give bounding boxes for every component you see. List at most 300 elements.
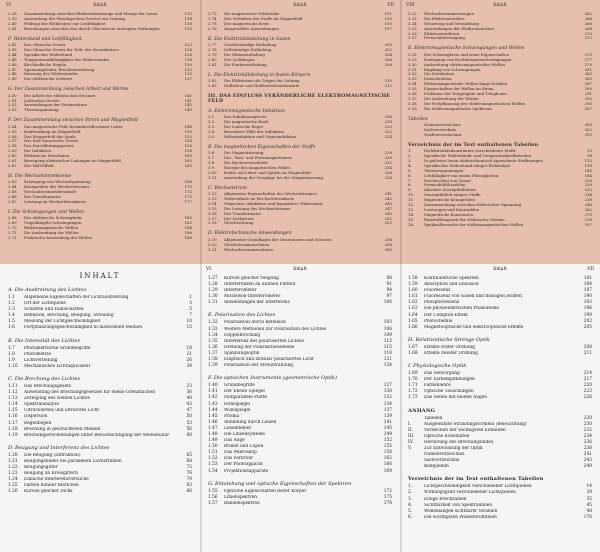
entry-title: Absorption und Emission: [424, 282, 479, 288]
entry-title: Quellenverzeichnis: [424, 132, 462, 137]
entry-title: Der Photoapparat: [224, 462, 263, 468]
entry-number: 11.: [408, 197, 415, 203]
entry-title: Anwendungen der Interferenz: [224, 300, 290, 306]
toc-entry: [8, 364, 192, 370]
section-heading: III. DAS EINFLUSS VERÄNDERLICHE ELEKTROMAGNETISCHE FELD: [208, 92, 391, 104]
entry-page: 281: [584, 66, 592, 72]
entry-title: Temperaturabhängigkeit des Widerstandes: [24, 57, 110, 62]
entry-page: 230: [583, 421, 592, 427]
page-number: VII: [587, 267, 594, 272]
toc-entry: [408, 515, 592, 521]
entry-page: 258: [384, 241, 392, 247]
entry-number: 5.: [408, 508, 413, 514]
entry-title: Allgemeine Eigenschaften der Lichtausbreitung: [24, 295, 129, 300]
toc-entry: [208, 501, 392, 507]
entry-title: Namenverzeichnis: [424, 123, 461, 128]
entry-number: 1.48: [208, 431, 218, 437]
entry-page: 33: [186, 383, 192, 389]
entry-title: Das Induktionsgesetz: [224, 115, 267, 120]
entry-title: Das Mikroskop: [224, 450, 257, 456]
entry-title: Gleichrichtung: [224, 221, 254, 226]
entry-page: 172: [184, 189, 192, 195]
entry-title: Zusammenhang zwischen Elektrizitätsmenge und Menge der Ionen: [24, 12, 158, 16]
entry-number: 2.74: [208, 15, 217, 21]
entry-number: 1.10: [8, 363, 18, 369]
entry-page: 232: [384, 160, 392, 166]
entry-title: Das Fernrohr: [224, 456, 254, 462]
entry-number: 1.27: [208, 276, 218, 281]
entry-page: 120: [184, 25, 192, 31]
entry-number: 2.73: [208, 11, 217, 16]
entry-title: Die Elektronenröhre: [424, 16, 465, 21]
entry-page: 238: [583, 445, 592, 451]
page-number: VIII: [406, 3, 415, 8]
toc-entry: [208, 27, 392, 32]
entry-title: Michelson-Interferometer: [224, 294, 281, 300]
toc-entry: [8, 236, 192, 241]
entry-page: 230: [584, 182, 592, 188]
entry-number: 3.20: [208, 241, 217, 247]
entry-title: Beugung an Kreisgittern: [24, 471, 78, 477]
entry-page: 145: [584, 167, 592, 173]
section-heading: E. Polarisation des Lichtes: [208, 312, 276, 319]
entry-number: 3.29: [408, 56, 417, 62]
entry-title: Zur Entwicklung der Optik: [424, 445, 483, 451]
entry-title: Optische Täuschungen: [424, 389, 474, 395]
entry-number: 2.49: [8, 76, 17, 82]
page-header: [6, 3, 194, 11]
running-head: Inhalt: [93, 3, 107, 8]
entry-title: Praktische Anwendung der Wellen: [24, 235, 93, 240]
entry-title: Das Durchflutungsgesetz: [24, 144, 74, 149]
entry-page: 184: [583, 282, 592, 288]
entry-page: 45: [586, 502, 592, 508]
entry-page: 109: [383, 332, 392, 338]
entry-number: [408, 133, 424, 138]
entry-page: 86: [186, 489, 192, 495]
entry-page: 5: [189, 307, 192, 313]
entry-title: Reflexion, Brechung, Beugung, Streuung: [24, 313, 114, 319]
entry-number: 2.58: [8, 143, 17, 149]
entry-title: Weitere Methoden zur Polarisation des Lichtes: [224, 326, 327, 332]
entry-number: 1.58: [408, 276, 418, 281]
entry-page: 228: [384, 150, 392, 156]
entry-title: Absolute Suszeptibilitäten: [424, 188, 476, 193]
entry-number: 1.25: [8, 483, 18, 489]
entry-number: 3.4: [208, 128, 215, 134]
entry-number: 2.45: [8, 56, 17, 62]
entry-page: 293: [584, 95, 592, 101]
entry-number: 5.: [408, 167, 412, 173]
entry-number: 2.40: [8, 20, 17, 26]
entry-number: 1.21: [8, 458, 18, 464]
entry-number: 1.60: [408, 288, 418, 294]
entry-number: [408, 464, 424, 470]
entry-title: Der Hall-Effekt: [24, 163, 54, 168]
top-middle-page: [200, 0, 400, 264]
entry-title: Schatten und Halbschatten: [24, 307, 84, 313]
entry-number: 3.33: [408, 76, 417, 82]
entry-page: 7: [189, 313, 192, 319]
entry-number: 1.: [408, 148, 412, 154]
entry-page: 188: [184, 234, 192, 240]
entry-title: Regenbogen: [24, 420, 52, 426]
entry-number: 1.7: [8, 345, 15, 351]
entry-title: Polarisation der Streustrahlung: [224, 363, 293, 369]
entry-page: 236: [384, 169, 392, 175]
entry-title: Ort der Lichtquelle: [24, 301, 66, 307]
entry-number: 3.24: [408, 20, 417, 26]
entry-number: 3.: [408, 496, 413, 502]
entry-page: 229: [583, 415, 592, 421]
entry-page: 141: [383, 419, 392, 425]
entry-number: 2.59: [8, 148, 17, 154]
entry-number: 2.42: [8, 42, 17, 48]
entry-number: 1.16: [8, 414, 18, 420]
section-heading: C. Die Brechung des Lichtes: [8, 375, 81, 382]
entry-title: Der elektrische Schwingkreis: [24, 216, 83, 221]
entry-title: Die Fortpflanzung der elektromagnetischen Wellen: [424, 101, 525, 106]
entry-page: 291: [584, 90, 592, 96]
entry-number: 2.81: [208, 61, 217, 67]
entry-page: 223: [583, 389, 592, 395]
entry-title: Effekte erster Ordnung: [424, 344, 475, 350]
entry-title: Wechselstrommessungen: [424, 12, 474, 16]
entry-title: Permeabilitätszahlen: [424, 183, 466, 188]
entry-number: 1.13: [8, 396, 18, 402]
entry-page: 158: [184, 148, 192, 154]
entry-page: 137: [184, 76, 192, 82]
bottom-left-page: [0, 264, 200, 552]
entry-number: 2.46: [8, 61, 17, 67]
entry-page: 297: [584, 105, 592, 111]
entry-number: 3.34: [408, 81, 417, 87]
toc-entry: [208, 363, 392, 369]
entry-number: 2.43: [8, 46, 17, 52]
entry-number: 2.39: [8, 15, 17, 21]
entry-page: 279: [584, 61, 592, 67]
entry-page: 184: [184, 225, 192, 230]
entry-title: Projektionsapparate: [224, 468, 269, 474]
section-heading: C. Wechselstrom: [208, 185, 247, 191]
entry-page: 130: [184, 61, 192, 67]
entry-title: Der Lichtbogen: [224, 57, 255, 62]
entry-title: Die magnetische Feldstärke: [224, 12, 280, 16]
entry-title: Das Brechungsgesetz: [24, 383, 72, 389]
entry-page: 222: [384, 128, 392, 134]
entry-title: Mechanisches Lichtäquivalent: [24, 363, 91, 369]
entry-title: Ausgewählte Strahlungsformeln (Beleuchtung): [424, 421, 527, 427]
entry-number: 2.80: [208, 56, 217, 62]
entry-number: 1.55: [208, 488, 218, 494]
entry-number: 3.30: [408, 61, 417, 67]
entry-page: 176: [583, 514, 592, 520]
toc-entry: [8, 489, 192, 495]
entry-page: 26: [186, 357, 192, 363]
entry-number: 3.37: [408, 95, 417, 101]
entry-title: Grundbegriffe: [224, 383, 255, 389]
entry-page: 65: [186, 452, 192, 458]
entry-page: 139: [383, 413, 392, 419]
entry-page: 302: [584, 126, 592, 132]
toc-entry: [208, 63, 392, 68]
entry-number: 2.48: [8, 71, 17, 77]
entry-number: 2.62: [8, 162, 17, 168]
section-heading: A. Die Ausbreitung des Lichtes: [8, 287, 87, 293]
entry-title: Die Ausbreitung der Wellen: [424, 96, 479, 101]
entry-number: 2.66: [8, 193, 17, 199]
entry-number: 9.: [408, 187, 412, 193]
section-heading: Verzeichnis der im Text enthaltenen Tabellen: [408, 141, 539, 148]
entry-title: Energie des magnetischen Feldes: [224, 165, 291, 170]
section-heading: B. Die magnetischen Eigenschaften der Stoffe: [208, 144, 316, 150]
entry-title: Ungedämpfte Schwingungen: [24, 221, 82, 226]
entry-number: 1.24: [8, 477, 18, 483]
toc-body: [408, 276, 592, 548]
section-heading: H. Relativistische Strenge Optik: [408, 336, 490, 343]
entry-number: 2.65: [8, 189, 17, 195]
entry-page: 180: [184, 215, 192, 221]
entry-title: Hohlspiegel: [224, 401, 251, 407]
entry-title: Die Elektronen als Träger der Leitung: [224, 79, 300, 84]
entry-number: 3.17: [208, 215, 217, 221]
entry-number: 1.64: [408, 312, 418, 318]
entry-number: 1.1: [8, 295, 15, 300]
entry-number: 3.38: [408, 100, 417, 106]
entry-number: 1.30: [208, 294, 218, 300]
entry-page: 249: [384, 210, 392, 216]
entry-title: Spannungsteiler, Brückenschaltung: [24, 67, 95, 72]
entry-title: Spektralbereiche der elektromagnetischen Wellen: [424, 222, 524, 227]
entry-page: 94: [386, 288, 392, 294]
entry-title: Bandenspektren: [224, 500, 260, 506]
entry-number: 1.31: [208, 300, 218, 306]
entry-page: 238: [384, 174, 392, 180]
entry-title: Gleichstrommaschinen: [224, 242, 270, 247]
entry-number: 1.33: [208, 326, 218, 332]
entry-page: 216: [384, 114, 392, 120]
entry-number: 2.47: [8, 66, 17, 72]
page-title: INHALT: [79, 272, 121, 280]
entry-title: Selbstinduktion und Gegeninduktion: [224, 134, 297, 139]
section-heading: D. Elektrotechnische Anwendungen: [208, 231, 292, 237]
entry-page: 172: [383, 488, 392, 494]
entry-number: 3.1: [208, 114, 215, 120]
entry-title: Der Drehstrom: [224, 216, 254, 221]
entry-title: Die Modulation: [424, 72, 455, 77]
entry-page: 285: [584, 76, 592, 82]
entry-page: 226: [583, 395, 592, 401]
entry-title: Bildquellen: [424, 464, 449, 470]
entry-number: 2.82: [208, 78, 217, 84]
entry-page: 36: [186, 390, 192, 396]
running-head: Inhalt: [493, 3, 507, 8]
entry-page: 236: [583, 439, 592, 445]
entry-page: 150: [184, 128, 192, 134]
entry-page: 88: [386, 276, 392, 281]
entry-number: 1.3: [8, 307, 15, 313]
entry-number: 4.: [408, 162, 412, 168]
entry-number: 3.21: [208, 246, 217, 252]
entry-page: 149: [383, 431, 392, 437]
entry-title: Wechselstromwiderstände: [24, 190, 77, 195]
entry-page: 247: [384, 205, 392, 211]
entry-title: Doppelbrechung: [224, 332, 261, 338]
entry-title: Vorzeichen der wichtigsten Einheiten: [424, 427, 506, 433]
entry-title: Spezifischer Widerstand: [24, 52, 73, 57]
entry-title: Photometrische Grundbegriffe: [24, 345, 91, 351]
entry-page: 48: [586, 508, 592, 514]
entry-title: Kirchhoffsche Regeln: [24, 62, 67, 67]
entry-number: 2.52: [8, 102, 17, 108]
entry-number: 3.11: [208, 174, 217, 180]
entry-number: 1.17: [8, 420, 18, 426]
toc-entry: [8, 77, 192, 82]
entry-page: 206: [384, 56, 392, 62]
entry-number: 3.31: [408, 66, 417, 72]
entry-number: 14.: [408, 211, 415, 217]
entry-page: 270: [584, 211, 592, 217]
entry-page: 113: [184, 11, 192, 16]
entry-number: 2.75: [208, 20, 217, 26]
entry-number: 3.26: [408, 30, 417, 36]
entry-title: Zerlegung des weißen Lichtes: [24, 396, 90, 402]
entry-number: 1.28: [208, 282, 218, 288]
entry-title: Die wichtigsten Wasserstofflinien: [424, 514, 497, 520]
entry-page: 156: [184, 143, 192, 149]
entry-number: 1.32: [208, 320, 218, 326]
entry-number: 3.27: [408, 35, 417, 41]
entry-title: Brechung in geschichteten Medien: [24, 426, 101, 432]
entry-page: 165: [184, 162, 192, 168]
entry-title: Ultraviolettes und ultrarotes Licht: [24, 408, 99, 414]
entry-title: Anwendungen der Stromwärme: [24, 103, 88, 108]
entry-page: 152: [383, 438, 392, 444]
entry-title: Interferometer: [224, 288, 257, 294]
entry-number: 1.22: [8, 464, 18, 470]
gutter: [400, 264, 402, 552]
entry-title: Das Sehvorgang: [424, 371, 460, 377]
entry-title: Probleme der Telegraphie und Telephonie: [424, 91, 507, 96]
entry-page: 177: [184, 198, 192, 204]
entry-number: 1.59: [408, 282, 418, 288]
entry-page: 200: [384, 42, 392, 48]
entry-title: Suszeptibilität einiger Stoffe: [424, 193, 481, 198]
entry-number: I.: [408, 421, 412, 427]
entry-number: 2.83: [208, 82, 217, 88]
entry-title: Der Ebene Spiegel: [224, 389, 265, 395]
running-head: Inhalt: [293, 3, 307, 8]
entry-title: Widerstände im Wechselstromkreis: [224, 196, 294, 201]
entry-page: 204: [384, 51, 392, 57]
entry-title: Spektralanalyse: [24, 402, 59, 408]
entry-title: Steuerung und Verstärkung: [424, 21, 479, 26]
entry-number: 1.72: [408, 389, 418, 395]
entry-number: 2.78: [208, 46, 217, 52]
entry-number: 3.23: [408, 15, 417, 21]
entry-page: 10: [186, 319, 192, 325]
entry-page: 175: [184, 193, 192, 199]
entry-number: 2.64: [8, 184, 17, 190]
entry-page: 30: [186, 363, 192, 369]
section-heading: F. Widerstand und Leitfähigkeit: [8, 36, 82, 42]
entry-number: 3.14: [208, 200, 217, 206]
entry-page: 260: [384, 246, 392, 252]
entry-page: 103: [383, 320, 392, 326]
entry-title: Kontinuierliche Spektren: [424, 276, 479, 281]
toc-entry: [408, 325, 592, 331]
entry-number: 3.35: [408, 86, 417, 92]
entry-number: 1.56: [208, 494, 218, 500]
page-number: VI: [6, 3, 12, 8]
entry-number: 1.69: [408, 371, 418, 377]
toc-body: [408, 12, 592, 260]
entry-page: 268: [584, 25, 592, 31]
entry-title: Linienspektren: [224, 494, 257, 500]
entry-number: 1.65: [408, 318, 418, 324]
entry-page: 128: [184, 56, 192, 62]
entry-page: 29: [586, 490, 592, 496]
entry-page: 127: [383, 383, 392, 389]
page-number: VI: [206, 267, 212, 272]
entry-page: 208: [384, 61, 392, 67]
entry-title: Empfang von Schwingungen: [424, 67, 481, 72]
entry-number: 1.63: [408, 306, 418, 312]
entry-page: 124: [383, 363, 392, 369]
entry-title: Die magnetische Kraft: [224, 120, 269, 125]
entry-page: 276: [584, 216, 592, 222]
entry-number: 1.43: [208, 401, 218, 407]
entry-number: 2.71: [8, 229, 17, 235]
entry-title: Fortpflanzungsgeschwindigkeit in materiellen Medien: [24, 325, 142, 331]
entry-title: Sachverzeichnis: [424, 127, 457, 132]
entry-page: 148: [184, 123, 192, 129]
entry-number: 1.40: [208, 383, 218, 389]
page-header: [206, 267, 394, 275]
toc-entry: [8, 200, 192, 205]
entry-number: 1.12: [8, 390, 18, 396]
entry-page: 217: [583, 377, 592, 383]
top-left-page: [0, 0, 200, 264]
section-heading: G. Entstehung und optische Eigenschaften der Spektren: [208, 480, 352, 487]
entry-page: 272: [584, 35, 592, 41]
entry-page: 98: [587, 153, 592, 159]
entry-title: Dielektrizitätskonstanten verschiedener Stoffe: [424, 149, 517, 154]
entry-page: 140: [184, 92, 192, 98]
entry-number: 3.2: [208, 119, 215, 125]
entry-number: 6.: [408, 514, 413, 520]
entry-title: Dia-, Para- und Ferromagnetismus: [224, 156, 292, 161]
entry-title: Elektromagnetische Wellen: [24, 226, 79, 230]
entry-number: 2.61: [8, 157, 17, 163]
entry-title: Allgemeine Eigenschaften des Wechselstromes: [224, 192, 317, 197]
section-heading: Verzeichnis der im Text enthaltenen Tabellen: [408, 476, 544, 483]
entry-title: Das Ohmsche Gesetz: [24, 43, 66, 48]
section-heading: F. Die optischen Instrumente (geometrische Optik): [208, 375, 337, 382]
entry-page: 230: [384, 155, 392, 161]
entry-title: Die Funkenentladung: [224, 62, 267, 67]
entry-page: 114: [184, 15, 192, 21]
entry-page: 118: [584, 162, 592, 168]
entry-title: Lichtgeschwindigkeit verschiedener Lichtquellen: [424, 484, 532, 490]
entry-number: 3.5: [208, 133, 215, 139]
entry-title: Unselbständige Entladung: [224, 43, 277, 48]
entry-title: Photometrie: [24, 351, 51, 357]
toc-entry: [8, 27, 192, 32]
entry-title: Wölbspiegel: [224, 407, 251, 413]
entry-number: 1.38: [208, 357, 218, 363]
page-header: [406, 3, 594, 11]
